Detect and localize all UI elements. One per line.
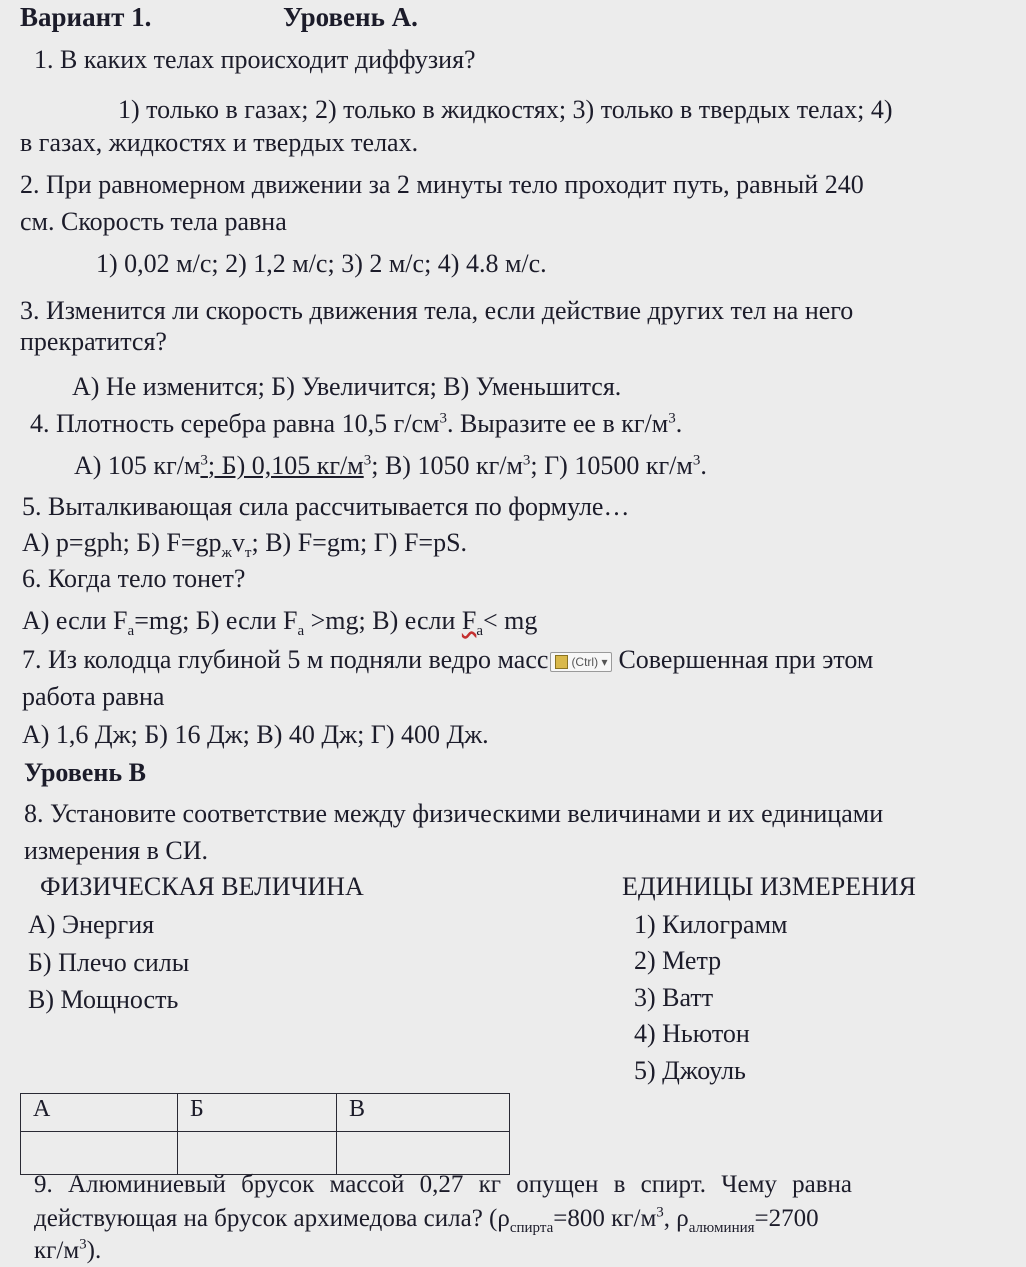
q1-text: 1. В каких телах происходит диффузия? xyxy=(34,45,476,74)
q4-answers: А) 105 $кг/м^3$; Б) 0,105 $кг/м^3$; В) 1050 $кг/м^3$; Г) 10500 $кг/м^3$. xyxy=(74,451,707,480)
q8-text: 8. Установите соответствие между физическими величинами и их единицами xyxy=(24,799,884,828)
table-header-cell: А xyxy=(21,1094,178,1132)
table-header-cell: Б xyxy=(178,1094,337,1132)
q1-answers-cont: в газах, жидкостях и твердых телах. xyxy=(20,128,419,157)
q3-answers: А) Не изменится; Б) Увеличится; В) Уменьшится. xyxy=(72,372,622,401)
q2-text-cont: см. Скорость тела равна xyxy=(20,207,287,236)
q8-unit: 1) Килограмм xyxy=(634,910,788,939)
q8-unit: 3) Ватт xyxy=(634,983,714,1012)
q1-answers: 1) только в газах; 2) только в жидкостях; 3) только в твердых телах; 4) xyxy=(118,95,893,124)
q8-quantity: Б) Плечо силы xyxy=(28,948,190,977)
table-answer-cell[interactable] xyxy=(21,1132,178,1175)
q8-left-header: ФИЗИЧЕСКАЯ ВЕЛИЧИНА xyxy=(40,872,364,901)
table-answer-cell[interactable] xyxy=(337,1132,510,1175)
q9-text: 9. Алюминиевый брусок массой 0,27 кг опущен в спирт. Чему равна xyxy=(34,1171,853,1198)
q8-text-cont: измерения в СИ. xyxy=(24,836,209,865)
q2-text: 2. При равномерном движении за 2 минуты тело проходит путь, равный 240 xyxy=(20,170,864,199)
q5-answers: А) p=gph; Б) $F=gp_жv_т$; В) F=gm; Г) F=pS. xyxy=(22,528,468,562)
paste-options-button[interactable]: (Ctrl) ▾ xyxy=(550,652,612,672)
q8-quantity: В) Мощность xyxy=(28,985,179,1014)
q5-text: 5. Выталкивающая сила рассчитывается по формуле… xyxy=(22,492,630,521)
q7-text-cont: работа равна xyxy=(22,682,165,711)
q8-unit: 5) Джоуль xyxy=(634,1056,746,1085)
q7-text: 7. Из колодца глубиной 5 м подняли ведро масс (Ctrl) ▾ Совершенная при этом xyxy=(22,645,874,674)
q4-text: 4. Плотность серебра равна 10,5 $г/см^3$. Выразите ее в $кг/м^3$. xyxy=(30,409,683,438)
variant-title: Вариант 1. xyxy=(20,2,152,32)
q6-text: 6. Когда тело тонет? xyxy=(22,564,246,593)
clipboard-icon xyxy=(555,655,568,669)
q8-right-header: ЕДИНИЦЫ ИЗМЕРЕНИЯ xyxy=(622,872,916,901)
level-a-title: Уровень А. xyxy=(283,2,418,32)
q8-unit: 4) Ньютон xyxy=(634,1019,750,1048)
q9-text-end: $кг/м^3$). xyxy=(34,1236,102,1264)
q3-text-cont: прекратится? xyxy=(20,327,167,356)
q8-unit: 2) Метр xyxy=(634,946,722,975)
q8-quantity: А) Энергия xyxy=(28,910,155,939)
q2-answers: 1) 0,02 м/с; 2) 1,2 м/с; 3) 2 м/с; 4) 4.8 м/с. xyxy=(96,249,547,278)
table-header-cell: В xyxy=(337,1094,510,1132)
q9-text-cont: действующая на брусок архимедова сила? ($\rho_{спирта}=800$ $кг/м^3$, $\rho_{алюминия}=2700$ xyxy=(34,1204,819,1236)
q7-answers: А) 1,6 Дж; Б) 16 Дж; В) 40 Дж; Г) 400 Дж. xyxy=(22,720,489,749)
table-answer-cell[interactable] xyxy=(178,1132,337,1175)
level-b-title: Уровень В xyxy=(24,758,146,787)
answer-table xyxy=(20,1093,510,1175)
chevron-down-icon: ▾ xyxy=(601,655,608,670)
q6-answers: А) если $F_а=mg$; Б) если $F_а >mg$; В) если $F_а<$ mg xyxy=(22,606,538,640)
q3-text: 3. Изменится ли скорость движения тела, если действие других тел на него xyxy=(20,296,854,325)
